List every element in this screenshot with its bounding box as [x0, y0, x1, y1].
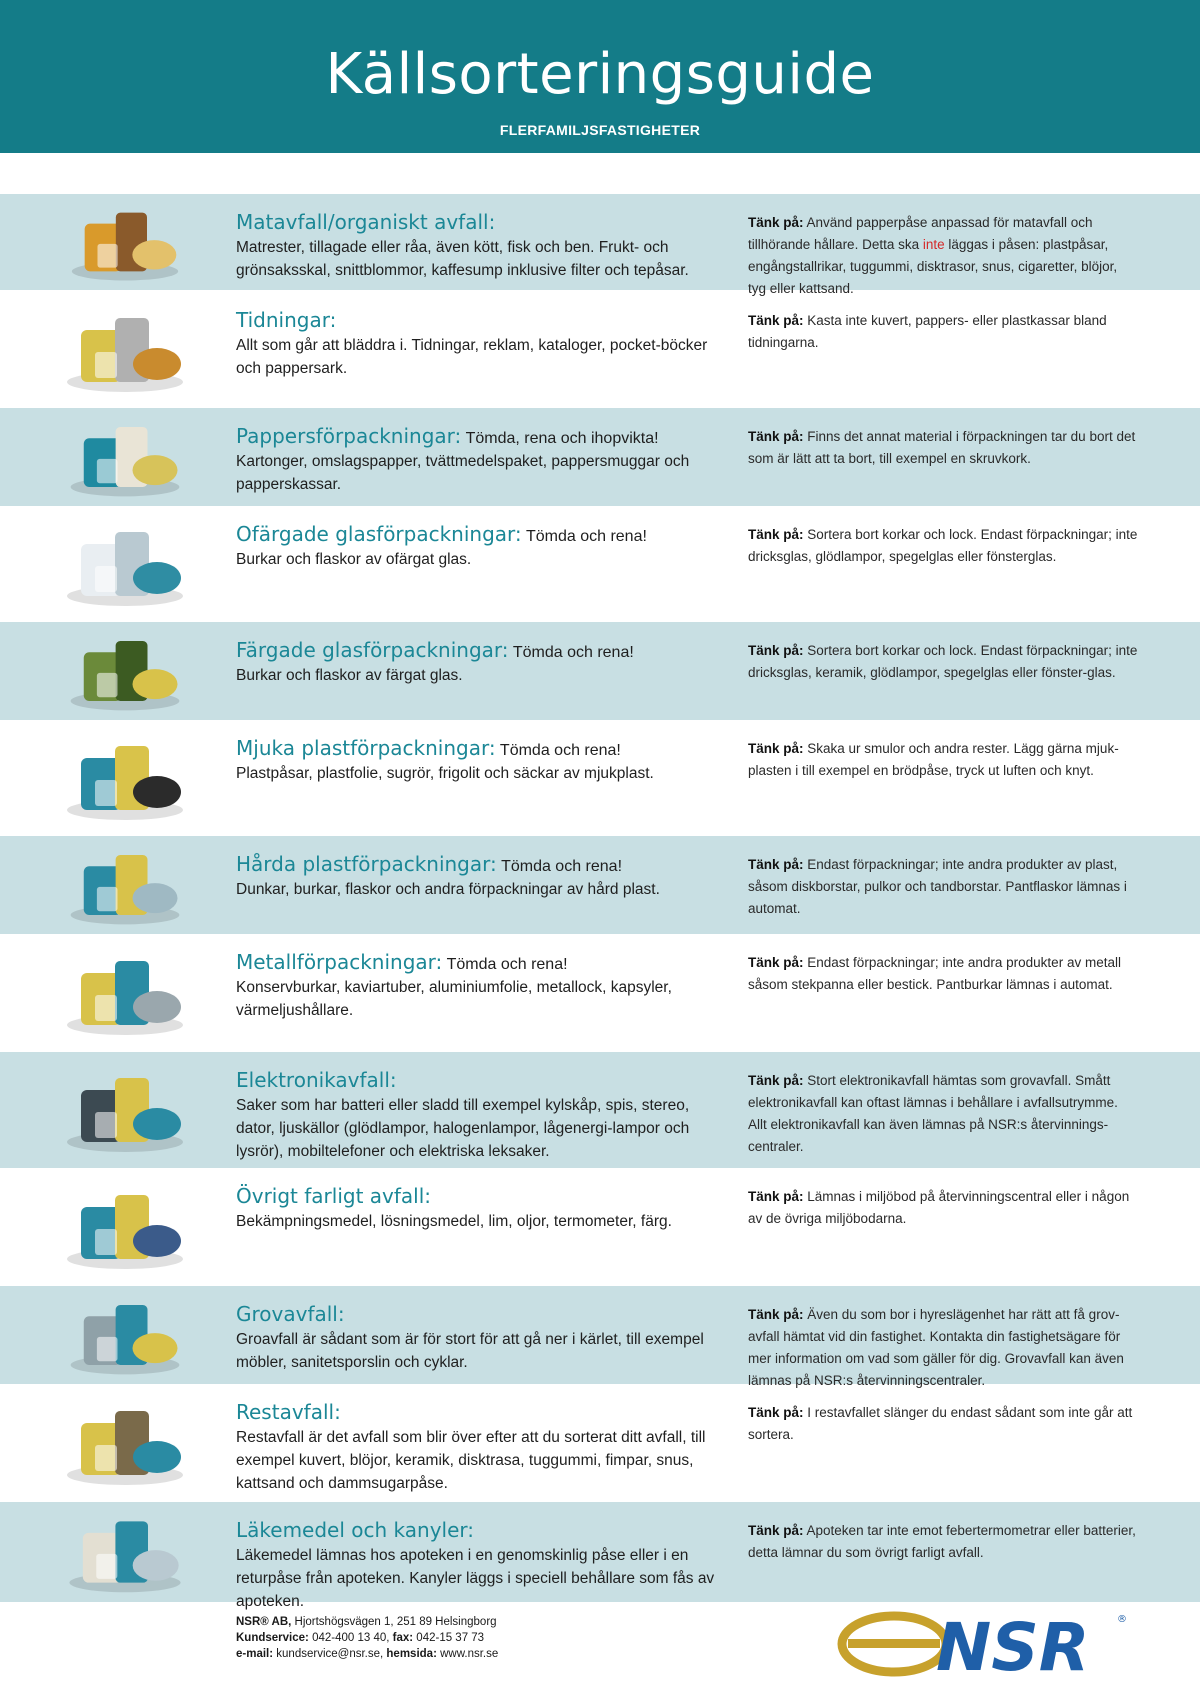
category-text — [236, 424, 726, 496]
guide-row — [0, 1384, 1200, 1502]
category-title: Mjuka plastförpackningar: — [236, 736, 496, 760]
category-text — [236, 852, 726, 901]
category-description: Burkar och flaskor av ofärgat glas. — [236, 551, 472, 568]
category-description: Kartonger, omslagspapper, tvättmedelspaket, pappersmuggar och papperskassar. — [236, 453, 690, 493]
guide-row — [0, 720, 1200, 836]
category-picture — [50, 292, 200, 408]
tip-prefix: Tänk på: — [748, 429, 804, 444]
footer-address: Hjortshögsvägen 1, 251 89 Helsingborg — [294, 1616, 497, 1628]
category-tagline: Tömda och rena! — [501, 858, 623, 875]
category-tagline: Tömda och rena! — [525, 528, 647, 545]
footer-contact — [236, 1614, 498, 1662]
category-description: Restavfall är det avfall som blir över efter att du sorterat ditt avfall, till exempel kuvert, blöjor, keramik, disktrasa, tuggummi, fimpar, snus, kattsand och dammsugarpåse. — [236, 1429, 706, 1492]
tip-text: Sortera bort korkar och lock. Endast förpackningar; inte dricksglas, keramik, glödlampor, spegelglas eller fönster-glas. — [748, 643, 1138, 680]
category-tip — [748, 1304, 1138, 1392]
category-tip — [748, 952, 1138, 996]
category-description: Allt som går att bläddra i. Tidningar, reklam, kataloger, pocket-böcker och pappersark. — [236, 337, 708, 377]
category-tip — [748, 1070, 1138, 1158]
category-picture — [50, 622, 200, 720]
category-text — [236, 1068, 726, 1163]
category-picture — [50, 1502, 200, 1602]
colored-glass-icon — [55, 626, 195, 716]
footer-web[interactable]: www.nsr.se — [440, 1648, 499, 1660]
category-picture — [50, 1052, 200, 1168]
category-text — [236, 1184, 726, 1233]
category-title: Hårda plastförpackningar: — [236, 852, 497, 876]
category-tip — [748, 212, 1138, 300]
bulky-waste-icon — [55, 1290, 195, 1380]
tip-prefix: Tänk på: — [748, 527, 804, 542]
nsr-logo — [834, 1608, 1134, 1678]
guide-row — [0, 408, 1200, 506]
hard-plastic-icon — [55, 840, 195, 930]
medicine-icon — [55, 1506, 195, 1598]
category-title: Metallförpackningar: — [236, 950, 443, 974]
category-title: Färgade glasförpackningar: — [236, 638, 509, 662]
category-tagline: Tömda, rena och ihopvikta! — [465, 430, 659, 447]
tip-prefix: Tänk på: — [748, 1189, 804, 1204]
category-text — [236, 1518, 726, 1613]
category-picture — [50, 506, 200, 622]
category-tip — [748, 854, 1138, 920]
category-description: Matrester, tillagade eller råa, även kött, fisk och ben. Frukt- och grönsaksskal, snittblommor, kaffesump inklusive filter och tepåsar. — [236, 239, 689, 279]
tip-prefix: Tänk på: — [748, 215, 804, 230]
tip-text: Apoteken tar inte emot febertermometrar eller batterier, detta lämnar du som övrigt farligt avfall. — [748, 1523, 1136, 1560]
tip-text: Använd papperpåse anpassad för matavfall och tillhörande hållare. Detta ska — [748, 215, 1093, 252]
category-picture — [50, 1384, 200, 1502]
tip-text-continued: läggas i påsen: plastpåsar, engångstallrikar, tuggummi, disktrasor, snus, cigaretter, blöjor, tyg eller kattsand. — [748, 237, 1118, 296]
tip-text: Stort elektronikavfall hämtas som grovavfall. Smått elektronikavfall kan oftast lämnas i behållare i avfallsutrymme. Allt elektronikavfall kan även lämnas på NSR:s återvinnings-centraler. — [748, 1073, 1118, 1154]
category-tip — [748, 1520, 1138, 1564]
category-tip — [748, 1402, 1138, 1446]
category-tip — [748, 524, 1138, 568]
tip-text: Endast förpackningar; inte andra produkter av plast, såsom diskborstar, pulkor och tandborstar. Pantflaskor lämnas i automat. — [748, 857, 1127, 916]
category-text — [236, 1302, 726, 1374]
tip-prefix: Tänk på: — [748, 1523, 804, 1538]
food-waste-icon — [55, 198, 195, 286]
newspapers-icon — [55, 302, 195, 398]
page-subtitle: FLERFAMILJSFASTIGHETER — [499, 122, 701, 138]
category-title: Matavfall/organiskt avfall: — [236, 210, 496, 234]
page-header — [0, 0, 1200, 153]
category-tip — [748, 426, 1138, 470]
category-tagline: Tömda och rena! — [499, 742, 621, 759]
category-picture — [50, 194, 200, 290]
category-text — [236, 950, 726, 1022]
tip-warning-word: inte — [922, 237, 945, 252]
paper-packaging-icon — [55, 412, 195, 502]
tip-text: Endast förpackningar; inte andra produkter av metall såsom stekpanna eller bestick. Pantburkar lämnas i automat. — [748, 955, 1121, 992]
page-title: Källsorteringsguide — [325, 42, 875, 107]
category-picture — [50, 934, 200, 1052]
footer-web-label: hemsida: — [386, 1648, 437, 1660]
category-title: Ofärgade glasförpackningar: — [236, 522, 522, 546]
guide-row — [0, 1052, 1200, 1168]
category-description: Saker som har batteri eller sladd till exempel kylskåp, spis, stereo, dator, ljuskällor (glödlampor, halogenlampor, lågenergi-lampor och lysrör), mobiltelefoner och elektriska leksaker. — [236, 1097, 690, 1160]
tip-prefix: Tänk på: — [748, 1307, 804, 1322]
tip-text: Lämnas i miljöbod på återvinningscentral eller i någon av de övriga miljöbodarna. — [748, 1189, 1130, 1226]
category-title: Elektronikavfall: — [236, 1068, 397, 1092]
guide-row — [0, 292, 1200, 408]
category-text — [236, 308, 726, 380]
footer-email-label: e-mail: — [236, 1648, 274, 1660]
footer-service-label: Kundservice: — [236, 1632, 309, 1644]
category-picture — [50, 408, 200, 506]
category-tip — [748, 1186, 1138, 1230]
category-text — [236, 210, 726, 282]
tip-prefix: Tänk på: — [748, 643, 804, 658]
footer-company: NSR® AB, — [236, 1616, 292, 1628]
guide-row — [0, 934, 1200, 1052]
tip-text: Skaka ur smulor och andra rester. Lägg gärna mjuk-plasten i till exempel en brödpåse, tryck ut luften och knyt. — [748, 741, 1119, 778]
category-text — [236, 638, 726, 687]
tip-text: Sortera bort korkar och lock. Endast förpackningar; inte dricksglas, glödlampor, spegelglas eller fönsterglas. — [748, 527, 1138, 564]
guide-row — [0, 1502, 1200, 1610]
logo-text: NSR — [936, 1609, 1090, 1678]
svg-text:®: ® — [1117, 1614, 1127, 1625]
category-description: Groavfall är sådant som är för stort för att gå ner i kärlet, till exempel möbler, sanitetsporslin och cyklar. — [236, 1331, 704, 1371]
category-picture — [50, 1286, 200, 1384]
category-tip — [748, 738, 1138, 782]
footer-fax-label: fax: — [392, 1632, 414, 1644]
tip-text: Kasta inte kuvert, pappers- eller plastkassar bland tidningarna. — [748, 313, 1107, 350]
category-title: Övrigt farligt avfall: — [236, 1184, 432, 1208]
metal-packaging-icon — [55, 945, 195, 1041]
category-tagline: Tömda och rena! — [512, 644, 634, 661]
category-title: Tidningar: — [236, 308, 337, 332]
category-description: Burkar och flaskor av färgat glas. — [236, 667, 463, 684]
footer-fax: 042-15 37 73 — [416, 1632, 485, 1644]
category-text — [236, 736, 726, 785]
guide-row — [0, 506, 1200, 622]
category-description: Plastpåsar, plastfolie, sugrör, frigolit och säckar av mjukplast. — [236, 765, 654, 782]
category-description: Bekämpningsmedel, lösningsmedel, lim, oljor, termometer, färg. — [236, 1213, 672, 1230]
residual-waste-icon — [55, 1395, 195, 1491]
footer-email[interactable]: kundservice@nsr.se, — [276, 1648, 384, 1660]
tip-prefix: Tänk på: — [748, 955, 804, 970]
category-tip — [748, 310, 1138, 354]
category-text — [236, 1400, 726, 1495]
category-description: Läkemedel lämnas hos apoteken i en genomskinlig påse eller i en returpåse från apoteken. Kanyler läggs i speciell behållare som fås av apoteken. — [236, 1547, 715, 1610]
guide-row — [0, 836, 1200, 934]
hazardous-waste-icon — [55, 1179, 195, 1275]
category-picture — [50, 836, 200, 934]
guide-row — [0, 1168, 1200, 1286]
category-title: Grovavfall: — [236, 1302, 345, 1326]
category-picture — [50, 720, 200, 836]
category-text — [236, 522, 726, 571]
guide-row — [0, 1286, 1200, 1388]
footer-service-phone: 042-400 13 40, — [312, 1632, 390, 1644]
category-tagline: Tömda och rena! — [446, 956, 568, 973]
category-title: Restavfall: — [236, 1400, 341, 1424]
tip-prefix: Tänk på: — [748, 741, 804, 756]
clear-glass-icon — [55, 516, 195, 612]
guide-row — [0, 622, 1200, 720]
tip-prefix: Tänk på: — [748, 857, 804, 872]
category-picture — [50, 1168, 200, 1286]
category-description: Konservburkar, kaviartuber, aluminiumfolie, metallock, kapsyler, värmeljushållare. — [236, 979, 672, 1019]
category-title: Läkemedel och kanyler: — [236, 1518, 475, 1542]
tip-prefix: Tänk på: — [748, 1073, 804, 1088]
tip-text: Finns det annat material i förpackningen tar du bort det som är lätt att ta bort, till exempel en skruvkork. — [748, 429, 1136, 466]
category-description: Dunkar, burkar, flaskor och andra förpackningar av hård plast. — [236, 881, 660, 898]
tip-text: I restavfallet slänger du endast sådant som inte går att sortera. — [748, 1405, 1133, 1442]
tip-prefix: Tänk på: — [748, 1405, 804, 1420]
guide-row — [0, 194, 1200, 296]
electronics-icon — [55, 1062, 195, 1158]
tip-text: Även du som bor i hyreslägenhet har rätt att få grov-avfall hämtat vid din fastighet. Kontakta din fastighetsägare för mer information om vad som gäller för dig. Grovavfall kan även lämnas på NSR:s återvinningscentraler. — [748, 1307, 1124, 1388]
tip-prefix: Tänk på: — [748, 313, 804, 328]
soft-plastic-icon — [55, 730, 195, 826]
category-tip — [748, 640, 1138, 684]
category-title: Pappersförpackningar: — [236, 424, 462, 448]
